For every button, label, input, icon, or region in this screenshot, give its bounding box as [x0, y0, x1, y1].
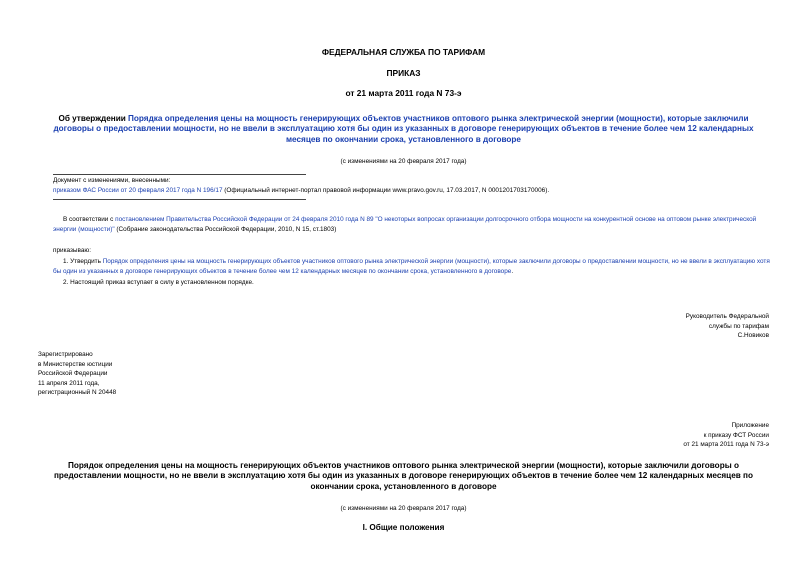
section-1-heading: I. Общие положения — [362, 523, 445, 532]
amendments-link[interactable]: приказом ФАС России от 20 февраля 2017 года N 196/17 — [53, 187, 223, 194]
basis-paragraph — [53, 215, 771, 234]
signature-line-1: Руководитель Федеральной — [685, 313, 769, 320]
basis-link[interactable]: постановлением Правительства Российской Федерации от 24 февраля 2010 года N 89 "О некоторых вопросах организации долгосрочного отбора мощности на конкурентной основе на оптовом рынке электрической энергии (мощности)" — [53, 216, 757, 233]
order-item-2: 2. Настоящий приказ вступает в силу в установленном порядке. — [63, 279, 254, 286]
appendix-line-3: от 21 марта 2011 года N 73-э — [683, 441, 769, 449]
registration-line-3: Российской Федерации — [38, 370, 108, 378]
order-item1-prefix: 1. Утвердить — [63, 258, 103, 265]
registration-line-1: Зарегистрировано — [38, 351, 93, 358]
registration-line-4: 11 апреля 2011 года, — [38, 379, 100, 387]
registration-line-2: в Министерстве юстиции — [38, 360, 113, 368]
order-item1-suffix: . — [511, 267, 514, 275]
subject-prefix: Об утверждении — [58, 114, 129, 123]
divider-top — [53, 174, 306, 175]
annex-amended-note: (с изменениями на 20 февраля 2017 года) — [340, 505, 467, 512]
doc-date-line: от 21 марта 2011 года N 73-э — [345, 88, 462, 98]
appendix-block — [683, 421, 769, 450]
amended-note: (с изменениями на 20 февраля 2017 года) — [340, 158, 467, 165]
annex-title: Порядок определения цены на мощность генерирующих объектов участников оптового рынка электрической энергии (мощности), которые заключили договоры о предоставлении мощности, но не ввели в эксплуатацию хотя бы один из указанных в договоре генерирующих объектов в течение более чем 12 календарных месяцев по окончании срока, установленного в договоре — [53, 461, 754, 491]
appendix-line-2: к приказу ФСТ России — [703, 431, 769, 439]
appendix-line-1: Приложение — [731, 422, 769, 429]
order-item1-link[interactable]: Порядок определения цены на мощность генерирующих объектов участников оптового рынка электрической энергии (мощности), которые заключили договоры о предоставлении мощности, но не ввели в эксплуатацию хотя бы один из указанных в договоре генерирующих объектов в течение более чем 12 календарных месяцев по окончании срока, установленного в договоре — [53, 258, 770, 275]
signature-line-3: С.Новиков — [737, 332, 769, 340]
signature-line-2: службы по тарифам — [708, 322, 769, 330]
divider-bottom — [53, 199, 306, 200]
basis-suffix: (Собрание законодательства Российской Федерации, 2010, N 15, ст.1803) — [114, 225, 337, 233]
agency-heading: ФЕДЕРАЛЬНАЯ СЛУЖБА ПО ТАРИФАМ — [321, 47, 486, 57]
order-verb: приказываю: — [53, 247, 91, 254]
amendments-label: Документ с изменениями, внесенными: — [53, 177, 171, 184]
document-subject — [40, 114, 767, 145]
subject-link[interactable]: Порядка определения цены на мощность генерирующих объектов участников оптового рынка электрической энергии (мощности), которые заключили договоры о предоставлении мощности, но не ввели в эксплуатацию хотя бы один из указанных в договоре генерирующих объектов в течение более чем 12 календарных месяцев по окончании срока, установленного в договоре — [53, 114, 754, 144]
basis-prefix: В соответствии с — [63, 216, 116, 223]
amendments-rest: (Официальный интернет-портал правовой информации www.pravo.gov.ru, 17.03.2017, N 0001201703170006). — [222, 187, 550, 194]
registration-line-5: регистрационный N 20448 — [38, 389, 117, 397]
doc-type-heading: ПРИКАЗ — [386, 68, 421, 78]
signature-block — [686, 312, 769, 341]
order-item-1 — [53, 257, 771, 276]
amendments-line — [53, 186, 773, 196]
registration-block — [38, 350, 116, 398]
